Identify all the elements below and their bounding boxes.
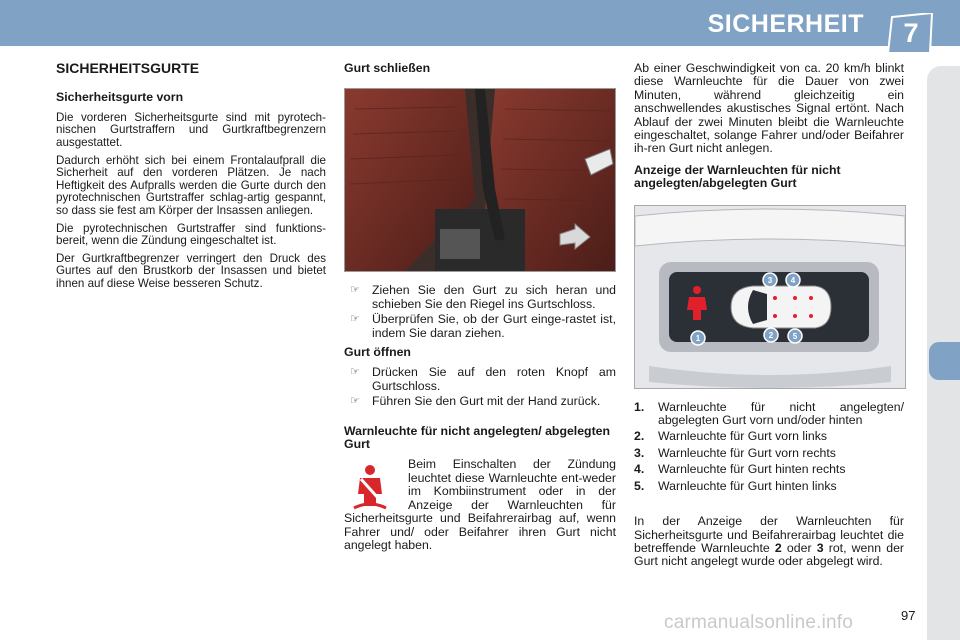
fasten-title: Gurt schließen <box>344 61 431 75</box>
open-step: ☞ Drücken Sie auf den roten Knopf am Gurtschloss. <box>344 366 616 393</box>
paragraph: Dadurch erhöht sich bei einem Frontalaufprall die Sicherheit auf den vorderen Plätzen. Je nach Heftigkeit des Aufpralls werden die Gurte durch den pyrotechnischen Gurtstraffer schlag-artig gespannt, so dass sie fest am Körper der Insassen anliegen. <box>56 153 326 217</box>
chapter-title: SICHERHEIT <box>707 10 864 38</box>
warning-lamp-list <box>634 401 904 493</box>
seatbelt-illustration <box>345 89 615 271</box>
pointing-hand-icon: ☞ <box>350 395 360 408</box>
diagram-label-1: 1 <box>695 333 701 343</box>
warning-text: Beim Einschalten der Zündung leuchtet diese Warnleuchte ent-weder im Kombiinstrument oder in der Anzeige der Warnleuchten für Sicherheitsgurte und Beifahrerairbag auf, wenn Fahrer und/ oder Beifahrer ihren Gurt nicht angelegt haben. <box>344 457 616 552</box>
chapter-number: 7 <box>903 18 919 48</box>
diagram-label-4: 4 <box>790 275 796 285</box>
page-number: 97 <box>901 608 916 623</box>
dashboard-illustration <box>635 206 905 388</box>
warning-lamp-section <box>344 425 616 553</box>
column-fasten <box>344 62 616 557</box>
open-step: ☞ Führen Sie den Gurt mit der Hand zurück. <box>344 395 616 408</box>
column-seatbelts <box>56 62 326 296</box>
list-item: 2. Warnleuchte für Gurt vorn links <box>634 429 828 444</box>
pointing-hand-icon: ☞ <box>350 284 360 297</box>
car-top-view-icon <box>731 286 831 328</box>
diagram-label-2: 2 <box>768 330 774 340</box>
section-title: SICHERHEITSGURTE <box>56 60 200 76</box>
diagram-label-3: 3 <box>767 275 773 285</box>
diagram-label-5: 5 <box>792 331 798 341</box>
outro-paragraph: In der Anzeige der Warnleuchten für Sicherheitsgurte und Beifahrerairbag leuchtet die betreffende Warnleuchte 2 oder 3 rot, wenn der Gurt nicht angelegt wurde oder abgelegt wird. <box>634 514 905 569</box>
fasten-step: ☞ Überprüfen Sie, ob der Gurt einge-rastet ist, indem Sie daran ziehen. <box>344 313 616 340</box>
pointing-hand-icon: ☞ <box>350 366 360 379</box>
seatbelt-warning-icon <box>350 464 390 510</box>
list-item: 3. Warnleuchte für Gurt vorn rechts <box>634 445 836 460</box>
list-item: 4. Warnleuchte für Gurt hinten rechts <box>634 462 846 477</box>
list-item: 5. Warnleuchte für Gurt hinten links <box>634 478 837 493</box>
pointing-hand-icon: ☞ <box>350 313 360 326</box>
paragraph: Ab einer Geschwindigkeit von ca. 20 km/h blinkt diese Warnleuchte für die Dauer von zwei Minuten, während gleichzeitig ein anschwellendes akustisches Signal ertönt. Nach Ablauf der zwei Minuten bleibt die Warnleuchte eingeschaltet, solange Fahrer und/oder Beifahrer ih-ren Gurt nicht anlegen. <box>634 61 904 156</box>
fasten-step: ☞ Ziehen Sie den Gurt zu sich heran und schieben Sie den Riegel ins Gurtschloss. <box>344 284 616 311</box>
watermark: carmanualsonline.info <box>664 612 854 633</box>
seatbelt-photo <box>344 88 616 272</box>
paragraph: Die pyrotechnischen Gurtstraffer sind funktions-bereit, wenn die Zündung eingeschaltet ist. <box>56 221 326 248</box>
warning-title: Warnleuchte für nicht angelegten/ abgelegten Gurt <box>344 423 611 452</box>
list-item: 1. Warnleuchte für nicht angelegten/ abgelegten Gurt vorn und/oder hinten <box>634 399 904 428</box>
open-title: Gurt öffnen <box>344 345 411 360</box>
warning-display-diagram <box>634 205 906 389</box>
display-title: Anzeige der Warnleuchten für nicht angelegten/abgelegten Gurt <box>634 162 841 191</box>
paragraph: Die vorderen Sicherheitsgurte sind mit pyrotech-nischen Gurtstraffern und Gurtkraftbegrenzern ausgestattet. <box>56 110 326 149</box>
paragraph: Der Gurtkraftbegrenzer verringert den Druck des Gurtes auf den Brustkorb der Insassen und bietet ihnen auf diese Weise besseren Schutz. <box>56 251 326 290</box>
sub-title: Sicherheitsgurte vorn <box>56 90 184 105</box>
chapter-side-tab[interactable] <box>929 342 960 380</box>
column-warning-display <box>634 62 904 574</box>
